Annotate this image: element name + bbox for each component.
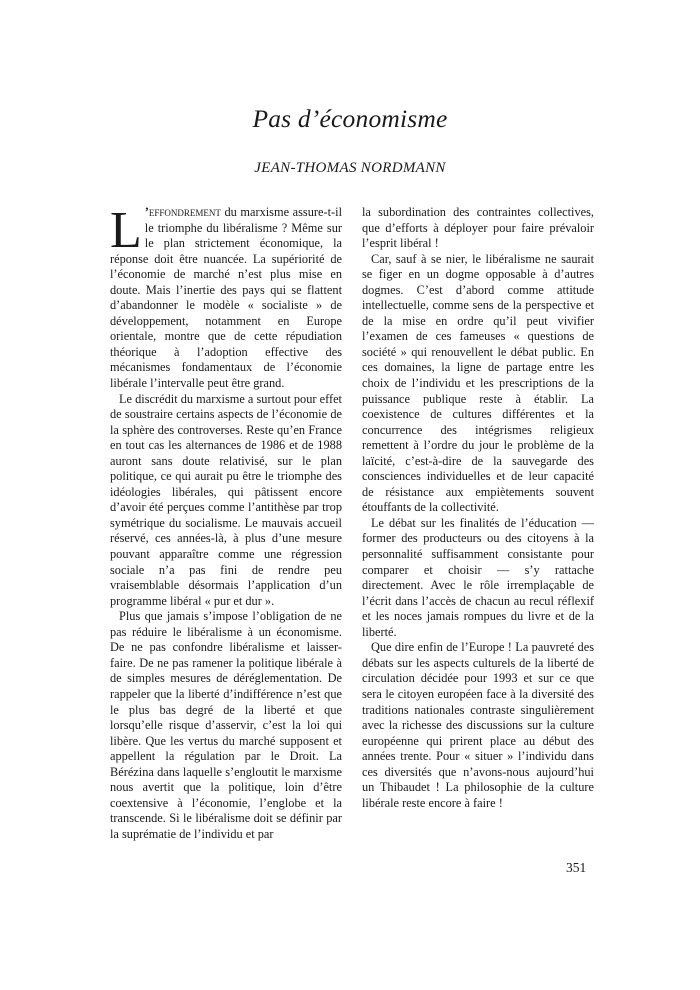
article-title: Pas d’économisme [252, 104, 448, 133]
paragraph-4: Car, sauf à se nier, le libéralisme ne saurait se figer en un dogme opposable à d’autres dogmes. C’est d’abord comme attitude intellectuelle, comme sens de la perspective et de la mise en ordre qu’il peut vivifier l’examen de ces fameuses « questions de société » qui renouvellent le débat public. En ces domaines, la ligne de partage entre les choix de l’individu et les prescriptions de la puissance publique reste à établir. La coexistence de cultures différentes et la concurrence des intégrismes religieux remettent à l’ordre du jour le problème de la laïcité, c’est-à-dire de la sauvegarde des consciences individuelles et de leur capacité de résistance aux empiètements souvent étouffants de la collectivité. [362, 251, 594, 515]
paragraph-3-start: Plus que jamais s’impose l’obligation de ne pas réduire le libéralisme à un économisme. De ne pas confondre libéralisme et laisser-faire. De ne pas ramener la politique libérale à de simples mesures de déréglementation. De rappeler que la liberté d’indifférence n’est que le plus bas degré de la liberté et que lorsqu’elle risque d’asservir, c’est la loi qui libère. Que les vertus du marché supposent et appellent la régulation par le Droit. La Bérézina dans laquelle s’engloutit le marxisme nous avertit que la politique, loin d’être coextensive à l’économie, l’englobe et la transcende. Si le libéralisme doit se définir par la suprématie de l’individu et par [110, 609, 342, 841]
page-number: 351 [566, 860, 587, 875]
lead-smallcaps: effondrement [148, 205, 221, 219]
paragraph-1-text: du marxisme assure-t-il le triomphe du libéralisme ? Même sur le plan strictement économique, la réponse doit être nuancée. La supériorité de l’économie de marché n’est plus mise en doute. Mais l’inertie des pays qui se flattent d’abandonner le modèle « socialiste » de développement, notamment en Europe orientale, montre que de cette répudiation théorique à l’adoption effective des mécanismes fondamentaux de l’économie libérale l’intervalle peut être grand. [110, 205, 342, 391]
paragraph-3-end: la subordination des contraintes collectives, que d’efforts à déployer pour faire prévaloir l’esprit libéral ! [362, 205, 594, 251]
paragraph-6: Que dire enfin de l’Europe ! La pauvreté des débats sur les aspects culturels de la liberté de circulation décidée pour 1993 et sur ce que sera le citoyen européen face à la diversité des traditions nationales contraste singulièrement avec la richesse des discussions sur la culture européenne qui prirent place au début des années trente. Pour « situer » l’individu dans ces diversités que n’avons-nous aujourd’hui un Thibaudet ! La philosophie de la culture libérale reste encore à faire ! [362, 640, 594, 810]
paragraph-2: Le discrédit du marxisme a surtout pour effet de soustraire certains aspects de l’économie de la sphère des controverses. Reste qu’en France en tout cas les alternances de 1986 et de 1988 auront sans doute relativisé, sur le plan politique, ce qui aurait pu être le triomphe des idéologies libérales, qui pâtissent encore d’avoir été perçues comme l’antithèse par trop symétrique du socialisme. Le mauvais accueil réservé, ces années-là, à plus d’une mesure pouvant apparaître comme une régression sociale n’a pas fini de rendre peu vraisemblable désormais l’application d’un programme libéral « pur et dur ». [110, 391, 342, 608]
drop-cap: L [110, 202, 142, 259]
paragraph-5: Le débat sur les finalités de l’éducation — former des producteurs ou des citoyens à la personnalité suffisamment consistante pour comparer et choisir — s’y rattache directement. Avec le rôle irremplaçable de l’écrit dans l’accès de chacun au recul réflexif et les noces jamais rompues du livre et de la liberté. [362, 515, 594, 639]
article-author: JEAN-THOMAS NORDMANN [254, 160, 446, 176]
column-right [362, 205, 594, 811]
paragraph-1 [110, 202, 342, 392]
column-left [110, 202, 342, 842]
lead-apostrophe: ’ [144, 205, 149, 219]
